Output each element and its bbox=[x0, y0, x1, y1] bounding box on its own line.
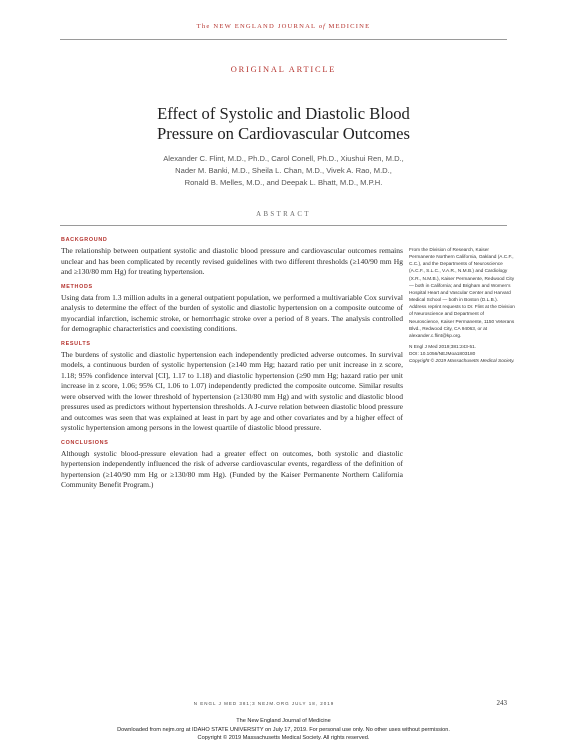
author-line-3: Ronald B. Melles, M.D., and Deepak L. Bhatt, M.D., M.P.H. bbox=[184, 178, 383, 188]
author-line-2: Nader M. Banki, M.D., Sheila L. Chan, M.D., Vivek A. Rao, M.D., bbox=[175, 166, 392, 176]
section-heading: METHODS bbox=[61, 283, 93, 290]
section-text: The relationship between outpatient systolic and diastolic blood pressure and cardiovascular outcomes remains unclear and has been complicated by recently revised guidelines with two different thresholds (≥140/90 mm Hg and ≥130/80 mm Hg) for treating hypertension. bbox=[61, 246, 403, 276]
running-footer: N ENGL J MED 381;3 NEJM.ORG JULY 18, 2019 bbox=[193, 701, 335, 706]
section-results bbox=[61, 341, 403, 434]
author-list bbox=[70, 153, 497, 189]
journal-header-medicine: MEDICINE bbox=[328, 23, 371, 30]
sidebar-copyright: Copyright © 2019 Massachusetts Medical Society. bbox=[409, 359, 515, 365]
title-line-2: Pressure on Cardiovascular Outcomes bbox=[157, 123, 410, 143]
abstract-label: ABSTRACT bbox=[256, 211, 311, 218]
footer-download-notice: Downloaded from nejm.org at IDAHO STATE UNIVERSITY on July 17, 2019. For personal use only. No other uses without permission. bbox=[117, 726, 450, 733]
doi-text: DOI: 10.1056/NEJMoa1803180 bbox=[409, 352, 476, 358]
affiliations-text: From the Division of Research, Kaiser Permanente Northern California, Oakland (A.C.F., C.C.), and the Departments of Neuroscience (A.C.F., S.L.C., V.A.R., N.M.B.) and Cardiology (X.R., N.M.B.), Kaiser Permanente, Redwood City — both in California; and Brigham and Women’s Hospital Heart and Vascular Center and Harvard Medical School — both in Boston (D.L.B.). Address reprint requests to Dr. Flint at the Division of Neuroscience and Department of Neuroscience, Kaiser Permanente, 1150 Veterans Blvd., Redwood City, CA 94063, or at alexander.c.flint@kp.org. bbox=[409, 248, 515, 339]
section-text: Using data from 1.3 million adults in a general outpatient population, we performed a multivariable Cox survival analysis to determine the effect of the burden of systolic and diastolic hypertension on a composite outcome of myocardial infarction, ischemic stroke, or hemorrhagic stroke over a period of 8 years. The analysis controlled for demographic characteristics and coexisting conditions. bbox=[61, 292, 403, 333]
section-text: Although systolic blood-pressure elevation had a greater effect on outcomes, both systolic and diastolic hypertension independently influenced the risk of adverse cardiovascular events, regardless of the definition of hypertension (≥140/90 mm Hg or ≥130/80 mm Hg). (Funded by the Kaiser Permanente Northern California Community Benefit Program.) bbox=[61, 448, 403, 489]
section-background bbox=[61, 237, 403, 278]
journal-header-the: The bbox=[196, 23, 211, 30]
page-number: 243 bbox=[496, 699, 507, 707]
author-line-1: Alexander C. Flint, M.D., Ph.D., Carol Conell, Ph.D., Xiushui Ren, M.D., bbox=[163, 154, 404, 163]
journal-header-of: of bbox=[318, 23, 326, 30]
section-heading: BACKGROUND bbox=[61, 237, 108, 243]
title-line-1: Effect of Systolic and Diastolic Blood bbox=[157, 104, 410, 123]
footer-journal: The New England Journal of Medicine bbox=[236, 718, 331, 724]
sidebar-notes bbox=[409, 247, 515, 370]
article-title bbox=[40, 104, 527, 143]
section-conclusions bbox=[61, 440, 403, 491]
footer-copyright: Copyright © 2019 Massachusetts Medical Society. All rights reserved. bbox=[197, 735, 370, 742]
download-footer bbox=[0, 717, 567, 743]
journal-header-name: NEW ENGLAND JOURNAL bbox=[213, 23, 317, 30]
journal-header bbox=[0, 23, 567, 30]
citation-text: N Engl J Med 2019;381:243-51. bbox=[409, 345, 477, 351]
section-methods bbox=[61, 284, 403, 335]
section-heading: CONCLUSIONS bbox=[61, 439, 109, 446]
abstract-body bbox=[61, 237, 403, 497]
article-type-label: ORIGINAL ARTICLE bbox=[230, 65, 337, 74]
section-text: The burdens of systolic and diastolic hypertension each independently predicted adverse outcomes. In survival models, a continuous burden of systolic hypertension (≥140 mm Hg; hazard ratio per unit increase in z score, 1.18; 95% confidence interval [CI], 1.17 to 1.18) and diastolic hypertension (≥90 mm Hg; hazard ratio per unit increase in z score, 1.06; 95% CI, 1.06 to 1.07) independently predicted the composite outcome. Similar results were observed with the lower threshold of hypertension (≥130/80 mm Hg) and with systolic and diastolic blood pressures used as predictors without hypertension thresholds. A J-curve relation between diastolic blood pressure and outcomes was seen that was explained at least in part by age and other covariates and by a higher effect of systolic hypertension among persons in the lowest quartile of diastolic blood pressure. bbox=[61, 349, 403, 432]
header-divider bbox=[60, 39, 507, 40]
abstract-divider bbox=[60, 225, 507, 226]
section-heading: RESULTS bbox=[61, 340, 91, 347]
